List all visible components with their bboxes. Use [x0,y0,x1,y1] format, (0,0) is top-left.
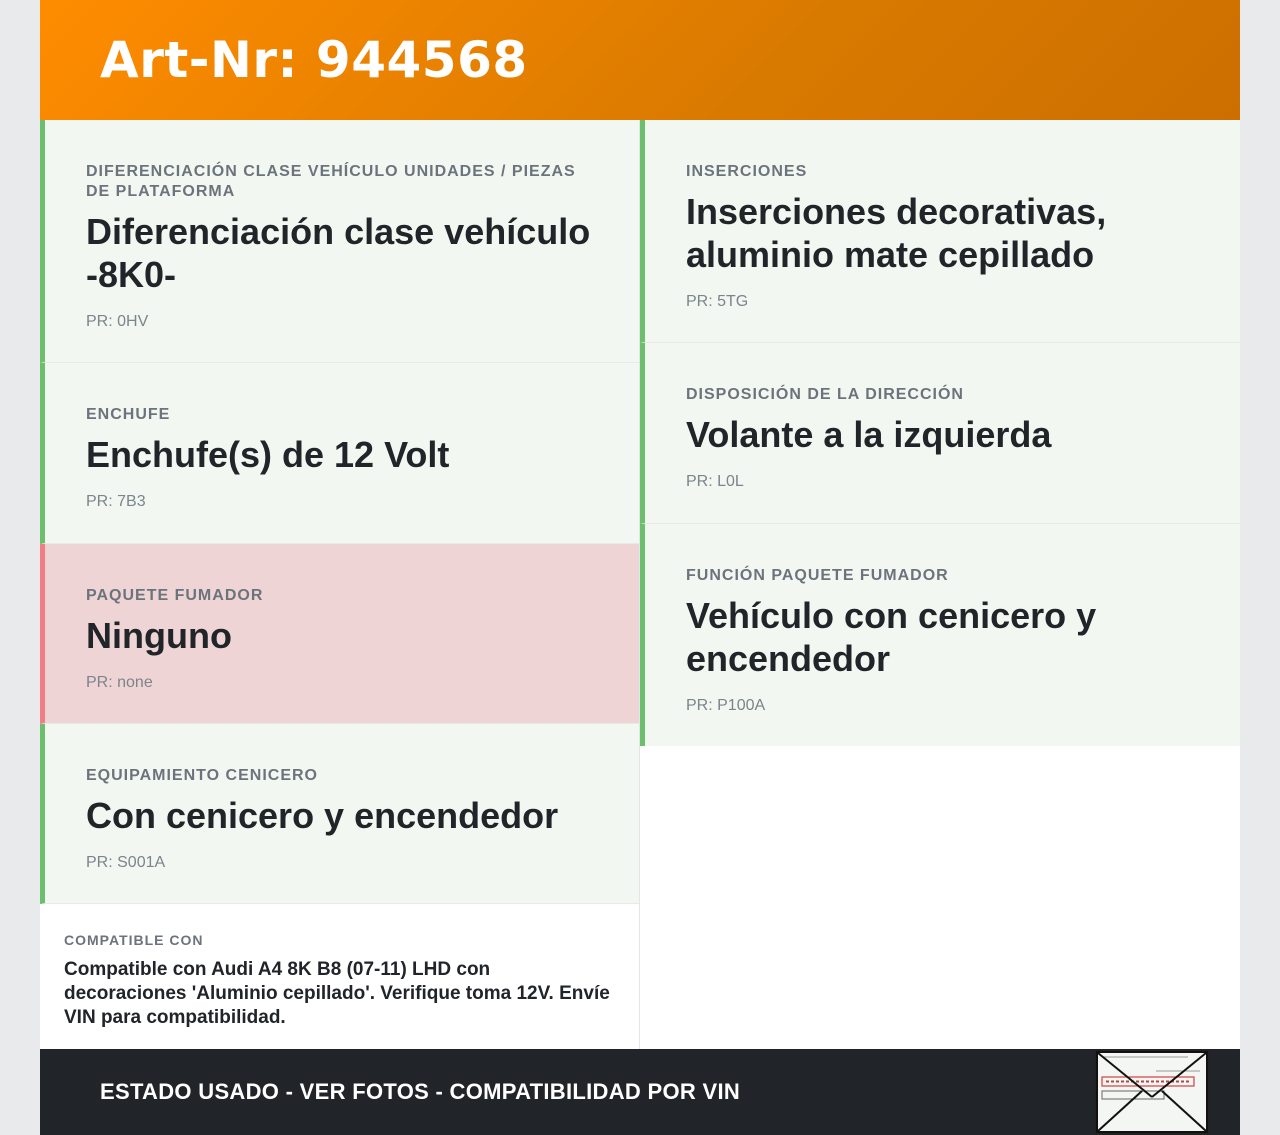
compat-label: COMPATIBLE CON [64,932,204,948]
article-number-title: Art-Nr: 944568 [100,31,528,89]
pr-code: PR: P100A [686,697,766,714]
spec-card-inserts [640,120,1240,343]
vehicle-data-sticker-image[interactable] [1094,1049,1210,1135]
pr-code: PR: 7B3 [86,493,146,510]
spec-card-steering [640,343,1240,524]
spec-card-smoker-package [40,544,639,724]
spec-label: INSERCIONES [686,163,808,180]
spec-sheet [40,0,1240,1135]
spec-card-ashtray [40,724,639,904]
spec-value: Con cenicero y encendedor [86,795,559,836]
spec-value: Enchufe(s) de 12 Volt [86,434,450,475]
right-column [640,120,1240,1050]
pr-code: PR: none [86,674,153,691]
footer-bar [40,1049,1240,1135]
header-banner [40,0,1240,120]
compatibility-note [40,904,639,1050]
pr-code: PR: L0L [686,473,744,490]
spec-value: Diferenciación clase vehículo -8K0- [86,211,591,295]
pr-code: PR: 5TG [686,293,749,310]
spec-label: PAQUETE FUMADOR [86,587,264,604]
spec-label: ENCHUFE [86,406,171,423]
compat-text: Compatible con Audi A4 8K B8 (07-11) LHD con decoraciones 'Aluminio cepillado'. Verifique toma 12V. Envíe VIN para compatibilidad. [64,959,610,1028]
sticker-envelope-icon [1096,1051,1208,1133]
spec-value: Volante a la izquierda [686,414,1052,455]
footer-status-text: ESTADO USADO - VER FOTOS - COMPATIBILIDAD POR VIN [100,1079,741,1104]
spec-value: Vehículo con cenicero y encendedor [686,595,1097,679]
spec-columns [40,120,1240,1050]
left-column [40,120,640,1050]
spec-value: Ninguno [86,615,232,656]
spec-label: DIFERENCIACIÓN CLASE VEHÍCULO UNIDADES / PIEZAS DE PLATAFORMA [86,163,576,200]
spec-card-smoker-function [640,524,1240,746]
pr-code: PR: 0HV [86,313,149,330]
spec-card-socket [40,363,639,544]
spec-label: EQUIPAMIENTO CENICERO [86,767,318,784]
spec-label: FUNCIÓN PAQUETE FUMADOR [686,567,949,584]
spec-value: Inserciones decorativas, aluminio mate cepillado [686,191,1107,275]
spec-card-platform [40,120,639,363]
spec-label: DISPOSICIÓN DE LA DIRECCIÓN [686,386,964,403]
pr-code: PR: S001A [86,854,166,871]
